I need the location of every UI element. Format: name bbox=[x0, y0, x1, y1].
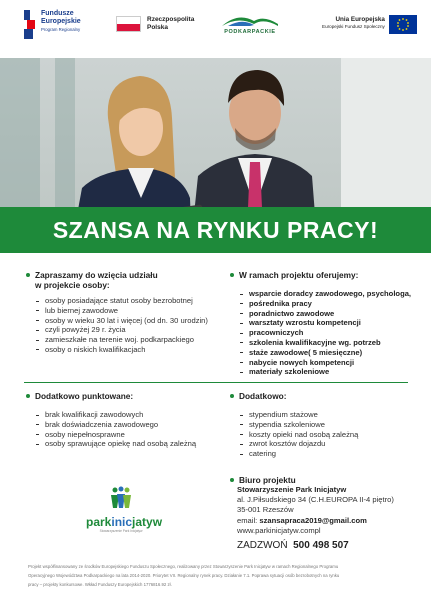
office-heading: Biuro projektu bbox=[239, 474, 296, 485]
call-line bbox=[237, 540, 349, 551]
offer-heading: W ramach projektu oferujemy: bbox=[239, 270, 359, 280]
unia-europejska-logo bbox=[322, 10, 417, 34]
footer-line3: pracy – projekty konkursowe. Wkład Funduszy Europejskich 1776816.92 zł. bbox=[28, 582, 172, 587]
bullet-dot-icon bbox=[230, 478, 234, 482]
fe-line1: Fundusze bbox=[41, 10, 74, 17]
list-item: stypendium stażowe bbox=[240, 410, 415, 420]
logo-bar bbox=[0, 0, 431, 58]
extra-points-section bbox=[26, 391, 216, 449]
invite-section bbox=[26, 270, 216, 355]
section-divider bbox=[24, 382, 408, 383]
list-item: poradnictwo zawodowe bbox=[240, 309, 415, 319]
fe-line3: Program Regionalny bbox=[41, 27, 81, 32]
pl-line2: Polska bbox=[147, 23, 168, 31]
list-item: osoby niepełnosprawne bbox=[36, 430, 216, 440]
park-logo-tagline: Stowarzyszenie Park Inicjatyw bbox=[99, 529, 143, 533]
polish-flag-icon bbox=[116, 16, 141, 32]
rzeczpospolita-polska-logo bbox=[116, 10, 194, 32]
list-item: zwrot kosztów dojazdu bbox=[240, 439, 415, 449]
list-item: stypendia szkoleniowe bbox=[240, 420, 415, 430]
park-logo-part1: park bbox=[86, 515, 112, 529]
list-item: staże zawodowe( 5 miesięczne) bbox=[240, 348, 415, 358]
invite-heading-line2: w projekcie osoby: bbox=[35, 280, 110, 290]
email-label: email: bbox=[237, 515, 258, 525]
ue-line2: Europejski Fundusz Społeczny bbox=[322, 24, 385, 29]
list-item: brak doświadczenia zawodowego bbox=[36, 420, 216, 430]
list-item: lub biernej zawodowe bbox=[36, 306, 216, 316]
footer-line1: Projekt współfinansowany ze środków Europejskiego Funduszu Społecznego, realizowany przez Stowarzyszenie Park Inicjatyw w ramach Regionalnego Programu bbox=[28, 564, 339, 569]
podkarpackie-logo bbox=[218, 14, 282, 35]
podkarpackie-label: PODKARPACKIE bbox=[224, 29, 276, 35]
park-inicjatyw-figures-icon bbox=[108, 486, 134, 510]
footer-line2: Operacyjnego Województwa Podkarpackiego na lata 2014-2020. Priorytet VII. Regionalny rynek pracy. Działanie 7.1. Poprawa sytuacji osób bezrobotnych na rynku bbox=[28, 573, 340, 578]
list-item: wsparcie doradcy zawodowego, psychologa, bbox=[240, 289, 415, 299]
fe-star-icon bbox=[24, 10, 38, 40]
organization-details bbox=[237, 485, 417, 536]
list-item: brak kwalifikacji zawodowych bbox=[36, 410, 216, 420]
extra-points-heading: Dodatkowo punktowane: bbox=[35, 391, 134, 401]
ue-line1: Unia Europejska bbox=[335, 16, 385, 23]
invite-heading-line1: Zapraszamy do wzięcia udziału bbox=[35, 270, 158, 280]
page-title: SZANSA NA RYNKU PRACY! bbox=[52, 217, 379, 243]
title-banner bbox=[0, 207, 431, 253]
park-logo-part2: inic bbox=[111, 515, 133, 529]
call-label: ZADZWOŃ bbox=[237, 540, 288, 551]
list-item: osoby w wieku 30 lat i więcej (od dn. 30 urodzin) bbox=[36, 316, 216, 326]
bullet-dot-icon bbox=[230, 394, 234, 398]
list-item: pośrednika pracy bbox=[240, 299, 415, 309]
list-item: osoby o niskich kwalifikacjach bbox=[36, 345, 216, 355]
additional-heading: Dodatkowo: bbox=[239, 391, 287, 401]
org-address-line2: 35-001 Rzeszów bbox=[237, 505, 294, 515]
bullet-dot-icon bbox=[230, 273, 234, 277]
additional-section bbox=[230, 391, 415, 485]
list-item: materiały szkoleniowe bbox=[240, 367, 415, 377]
offer-section bbox=[230, 270, 415, 377]
list-item: osoby posiadające statut osoby bezrobotnej bbox=[36, 296, 216, 306]
list-item: nabycie nowych kompetencji bbox=[240, 358, 415, 368]
fundusze-europejskie-logo bbox=[24, 10, 81, 40]
list-item: koszty opieki nad osobą zależną bbox=[240, 430, 415, 440]
list-item: osoby sprawujące opiekę nad osobą zależną bbox=[36, 439, 216, 449]
org-address-line1: al. J.Piłsudskiego 34 (C.H.EUROPA II-4 piętro) bbox=[237, 495, 394, 505]
park-inicjatyw-logo bbox=[86, 486, 163, 533]
list-item: czyli powyżej 29 r. życia bbox=[36, 325, 216, 335]
bullet-dot-icon bbox=[26, 394, 30, 398]
fe-line2: Europejskie bbox=[41, 18, 81, 25]
pl-line1: Rzeczpospolita bbox=[147, 16, 195, 23]
footer-note bbox=[28, 562, 408, 589]
podkarpackie-mountains-icon bbox=[220, 14, 280, 28]
org-name: Stowarzyszenie Park Inicjatyw bbox=[237, 485, 347, 494]
list-item: catering bbox=[240, 449, 415, 459]
list-item: zamieszkałe na terenie woj. podkarpackiego bbox=[36, 335, 216, 345]
email-link[interactable]: szansapraca2019@gmail.com bbox=[259, 515, 367, 525]
hero-photo bbox=[0, 58, 431, 253]
website-link[interactable]: www.parkinicjatyw.compl bbox=[237, 525, 321, 535]
bullet-dot-icon bbox=[26, 273, 30, 277]
eu-flag-icon bbox=[389, 15, 417, 34]
park-logo-part3: jatyw bbox=[132, 515, 163, 529]
list-item: warsztaty wzrostu kompetencji bbox=[240, 318, 415, 328]
list-item: pracowniczych bbox=[240, 328, 415, 338]
phone-number[interactable]: 500 498 507 bbox=[293, 540, 349, 551]
list-item: szkolenia kwalifikacyjne wg. potrzeb bbox=[240, 338, 415, 348]
